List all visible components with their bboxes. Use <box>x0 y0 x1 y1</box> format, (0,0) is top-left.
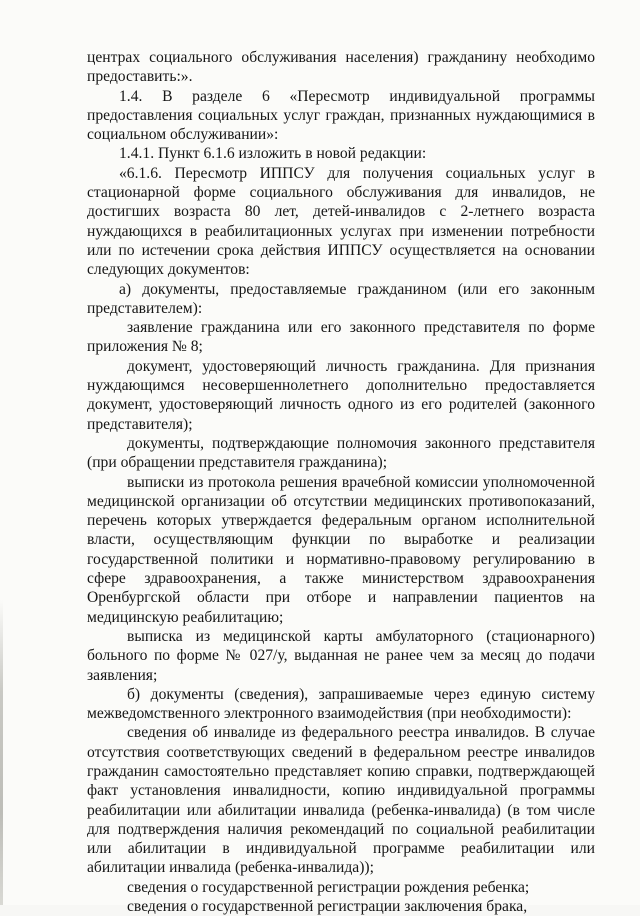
document-body <box>87 48 595 916</box>
scan-edge-shadow <box>0 600 3 905</box>
paragraph-application: заявление гражданина или его законного представителя по форме приложения № 8; <box>87 319 595 356</box>
paragraph-medical-record: выписка из медицинской карты амбулаторного (стационарного) больного по форме № 027/у, выданная не ранее чем за месяц до подачи заявления; <box>87 627 595 684</box>
paragraph-section-1-4: 1.4. В разделе 6 «Пересмотр индивидуальной программы предоставления социальных услуг граждан, признанных нуждающимися в социальном обслуживании»: <box>87 87 595 144</box>
paragraph-list-a: а) документы, предоставляемые гражданином (или его законным представителем): <box>87 280 595 317</box>
paragraph-birth-registration: сведения о государственной регистрации рождения ребенка; <box>127 878 530 896</box>
paragraph-clause-1-4-1: 1.4.1. Пункт 6.1.6 изложить в новой редакции: <box>119 145 427 163</box>
paragraph-identity-document: документ, удостоверяющий личность гражданина. Для признания нуждающимся несовершеннолетнего дополнительно предоставляется документ, удостоверяющий личность одного из его родителей (законного представителя); <box>87 357 595 433</box>
paragraph-medical-commission: выписки из протокола решения врачебной комиссии уполномоченной медицинской организации об отсутствии медицинских противопоказаний, перечень которых утверждается федеральным органом исполнительной власти, осуществляющим функции по выработке и реализации государственной политики и нормативно-правовому регулированию в сфере здравоохранения, а также министерством здравоохранения Оренбургской области при отборе и направлении пациентов на медицинскую реабилитацию; <box>87 473 595 626</box>
paragraph-list-b: б) документы (сведения), запрашиваемые через единую систему межведомственного электронного взаимодействия (при необходимости): <box>87 685 595 723</box>
paragraph-disability-registry: сведения об инвалиде из федерального реестра инвалидов. В случае отсутствия соответствующих сведений в федеральном реестре инвалидов гражданин самостоятельно представляет копию справки, подтверждающей факт установления инвалидности, копию индивидуальной программы реабилитации или абилитации инвалида (ребенка-инвалида) (в том числе для подтверждения наличия рекомендаций по социальной реабилитации или абилитации в индивидуальной программе реабилитации или абилитации инвалида (ребенка-инвалида)); <box>87 724 595 877</box>
paragraph-marriage-registration: сведения о государственной регистрации заключения брака, <box>127 898 528 916</box>
paragraph-continuation: центрах социального обслуживания населения) гражданину необходимо предоставить:». <box>87 49 595 86</box>
paragraph-clause-6-1-6: «6.1.6. Пересмотр ИППСУ для получения социальных услуг в стационарной форме социального обслуживания для инвалидов, не достигших возраста 80 лет, детей-инвалидов с 2-летнего возраста нуждающихся в реабилитационных услугах при изменении потребности или по истечении срока действия ИППСУ осуществляется на основании следующих документов: <box>87 164 595 279</box>
paragraph-authority-documents: документы, подтверждающие полномочия законного представителя (при обращении представителя гражданина); <box>87 434 595 472</box>
